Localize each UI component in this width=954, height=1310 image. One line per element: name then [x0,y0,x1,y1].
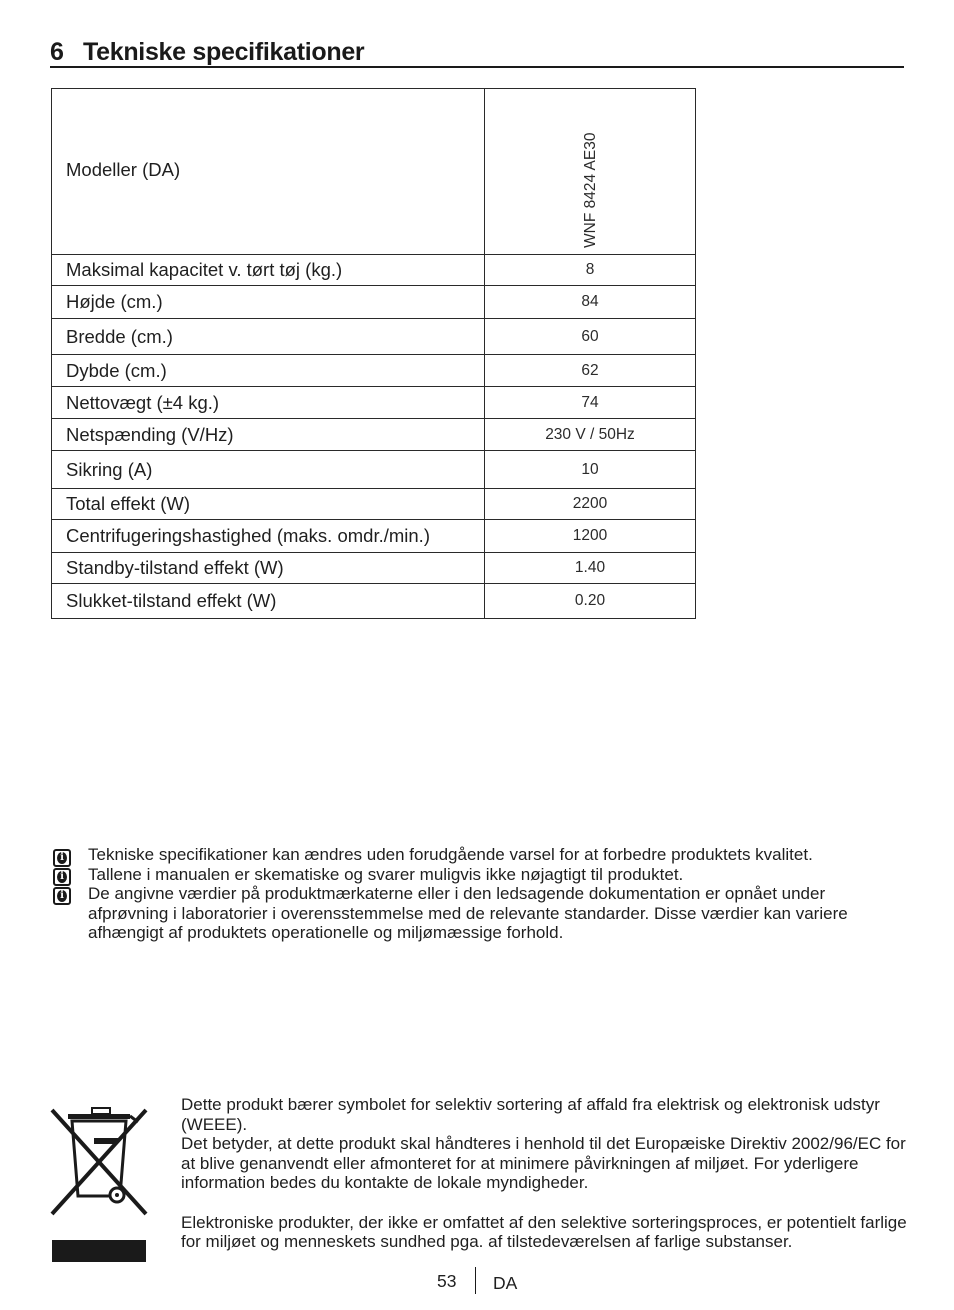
row-label: Dybde (cm.) [52,355,485,387]
row-label: Centrifugeringshastighed (maks. omdr./min.) [52,520,485,553]
weee-paragraph: Det betyder, at dette produkt skal håndteres i henhold til det Europæiske Direktiv 2002/96/EC for at blive genanvendt eller afmonteret for at minimere påvirkningen af miljøet. For yderligere information bedes du kontakte de lokale myndigheder. [181,1134,906,1193]
model-name: WNF 8424 AE30 [582,132,599,248]
row-label: Slukket-tilstand effekt (W) [52,584,485,619]
table-row [52,584,696,619]
row-label: Sikring (A) [52,451,485,489]
models-header-label: Modeller (DA) [66,158,181,180]
weee-text [181,1095,911,1252]
header-model-cell [485,89,696,255]
row-value: 10 [485,451,696,489]
row-label: Total effekt (W) [52,489,485,520]
row-label: Maksimal kapacitet v. tørt tøj (kg.) [52,255,485,286]
table-header-row [52,89,696,255]
section-heading [50,34,904,68]
row-value: 74 [485,387,696,419]
table-row [52,255,696,286]
table-row [52,489,696,520]
table-row [52,355,696,387]
weee-paragraph: Dette produkt bærer symbolet for selektiv sortering af affald fra elektrisk og elektronisk udstyr (WEEE). [181,1095,880,1134]
row-value: 1200 [485,520,696,553]
row-label: Nettovægt (±4 kg.) [52,387,485,419]
row-value: 60 [485,319,696,355]
note-text: De angivne værdier på produktmærkaterne eller i den ledsagende dokumentation er opnået under afprøvning i laboratorier i overensstemmelse med de relevante standarder. Disse værdier kan variere afhængigt af produktets operationelle og miljømæssige forhold. [88,884,848,943]
row-value: 2200 [485,489,696,520]
info-icon: i [53,868,71,886]
table-row [52,419,696,451]
crossed-out-wheelie-bin-icon [50,1104,148,1264]
info-icon: i [53,887,71,905]
row-label: Bredde (cm.) [52,319,485,355]
note-text: Tallene i manualen er skematiske og svarer muligvis ikke nøjagtigt til produktet. [88,864,684,884]
page-number: 53 [437,1271,457,1291]
row-value: 8 [485,255,696,286]
weee-paragraph: Elektroniske produkter, der ikke er omfattet af den selektive sorteringsproces, er potentielt farlige for miljøet og menneskets sundhed pga. af tilstedeværelsen af farlige substanser. [181,1212,907,1252]
footer-language: DA [493,1273,518,1293]
specifications-table [51,88,696,619]
table-row [52,553,696,584]
row-label: Netspænding (V/Hz) [52,419,485,451]
table-row [52,387,696,419]
row-label: Standby-tilstand effekt (W) [52,553,485,584]
row-value: 62 [485,355,696,387]
table-row [52,319,696,355]
note-text: Tekniske specifikationer kan ændres uden forudgående varsel for at forbedre produktets kvalitet. [88,845,813,864]
info-icon: i [53,849,71,867]
table-row [52,286,696,319]
table-row [52,451,696,489]
section-title: Tekniske specifikationer [83,38,365,66]
row-label: Højde (cm.) [52,286,485,319]
section-number: 6 [50,38,64,66]
header-label-cell [52,89,485,255]
row-value: 0.20 [485,584,696,619]
row-value: 230 V / 50Hz [485,419,696,451]
row-value: 84 [485,286,696,319]
table-row [52,520,696,553]
footer-divider [475,1267,476,1294]
row-value: 1.40 [485,553,696,584]
